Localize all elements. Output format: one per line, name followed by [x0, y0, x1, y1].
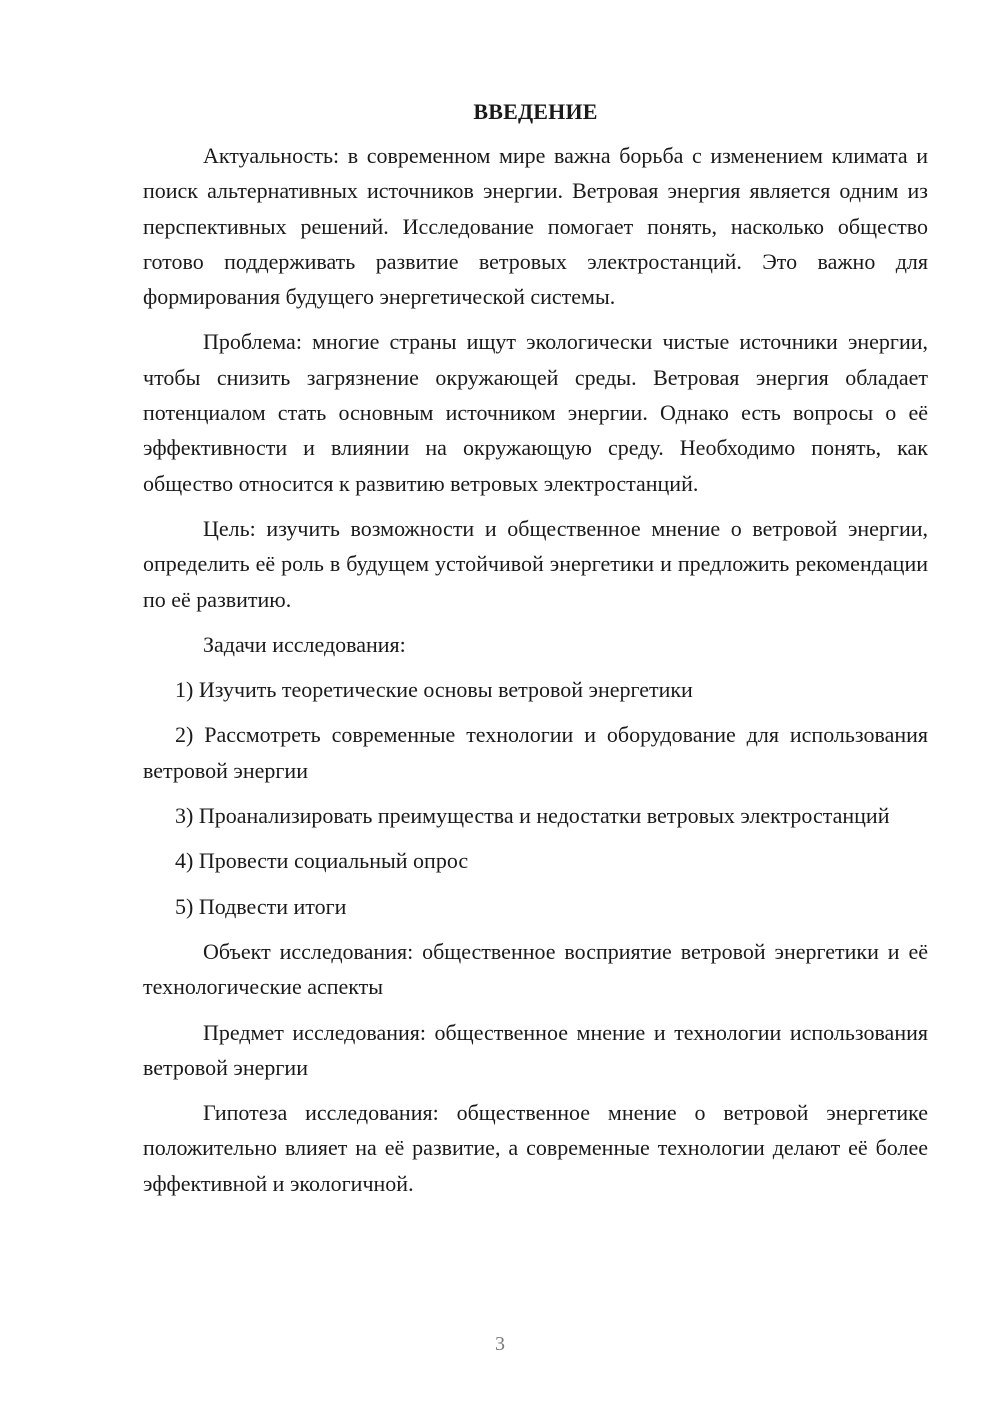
paragraph-hypothesis: Гипотеза исследования: общественное мнение о ветровой энергетике положительно влияет на её развитие, а современные технологии делают её более эффективной и экологичной.: [143, 1100, 928, 1196]
paragraph-object: Объект исследования: общественное восприятие ветровой энергетики и её технологические аспекты: [143, 938, 928, 1000]
paragraph-subject: Предмет исследования: общественное мнение и технологии использования ветровой энергии: [143, 1019, 928, 1080]
page-title: ВВЕДЕНИЕ: [473, 99, 598, 124]
task-item-4: 4) Провести социальный опрос: [175, 848, 469, 874]
page-number: 3: [495, 1333, 505, 1355]
tasks-title: Задачи исследования:: [203, 631, 406, 657]
paragraph-problem: Проблема: многие страны ищут экологически чистые источники энергии, чтобы снизить загрязнение окружающей среды. Ветровая энергия обладает потенциалом стать основным источником энергии. Однако есть вопросы о её эффективности и влиянии на окружающую среду. Необходимо понять, как общество относится к развитию ветровых электростанций.: [143, 329, 928, 496]
page-content: [143, 96, 928, 1211]
paragraph-relevance: Актуальность: в современном мире важна борьба с изменением климата и поиск альтернативных источников энергии. Ветровая энергия является одним из перспективных решений. Исследование помогает понять, насколько общество готово поддерживать развитие ветровых электростанций. Это важно для формирования будущего энергетической системы.: [143, 143, 928, 310]
paragraph-goal: Цель: изучить возможности и общественное мнение о ветровой энергии, определить её роль в будущем устойчивой энергетики и предложить рекомендации по её развитию.: [143, 515, 928, 612]
task-item-2: 2) Рассмотреть современные технологии и оборудование для использования ветровой энергии: [143, 722, 928, 783]
task-item-5: 5) Подвести итоги: [175, 893, 347, 919]
task-item-1: 1) Изучить теоретические основы ветровой энергетики: [175, 677, 693, 703]
task-item-3: 3) Проанализировать преимущества и недостатки ветровых электростанций: [175, 803, 890, 829]
